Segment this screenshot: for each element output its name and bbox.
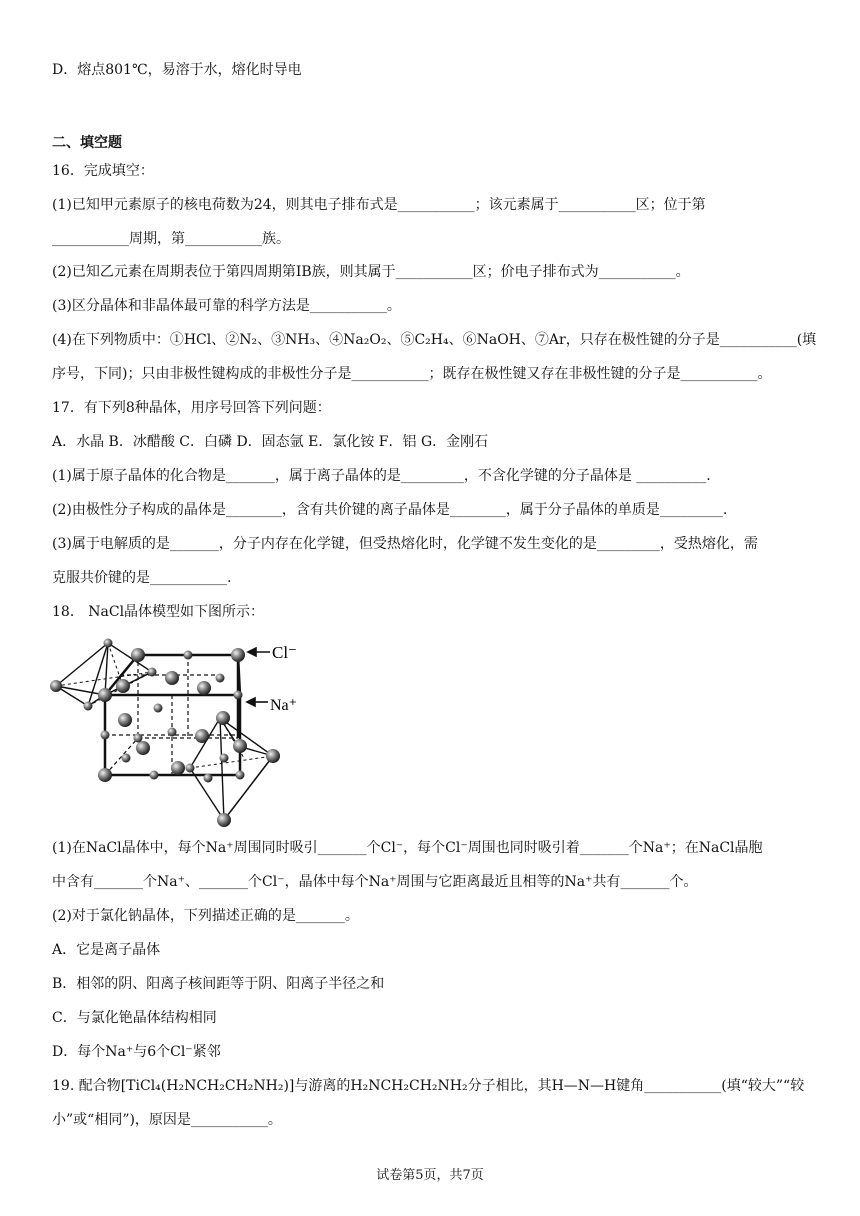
q16-part1-line1: (1)已知甲元素原子的核电荷数为24，则其电子排布式是___________；该元素属于___________区；位于第 bbox=[52, 197, 706, 213]
chloride-label: Cl⁻ bbox=[272, 643, 298, 662]
q18-part2: (2)对于氯化钠晶体，下列描述正确的是_______。 bbox=[52, 908, 359, 924]
q17-part3-line2: 克服共价键的是___________. bbox=[52, 570, 232, 586]
q18-option-a: A．它是离子晶体 bbox=[52, 942, 161, 958]
question-16-title: 16．完成填空： bbox=[52, 163, 154, 179]
option-d-text: D．熔点801℃，易溶于水，熔化时导电 bbox=[52, 62, 302, 78]
nacl-crystal-diagram bbox=[48, 628, 308, 828]
q17-part2: (2)由极性分子构成的晶体是________，含有共价键的离子晶体是________，属于分子晶体的单质是_________. bbox=[52, 502, 728, 518]
q16-part4-line2: 序号，下同)；只由非极性键构成的非极性分子是___________；既存在极性键又存在非极性键的分子是___________。 bbox=[52, 366, 772, 382]
q18-part1-line2: 中含有_______个Na⁺、_______个Cl⁻，晶体中每个Na⁺周围与它距离最近且相等的Na⁺共有_______个。 bbox=[52, 874, 698, 890]
q18-part1-line1: (1)在NaCl晶体中，每个Na⁺周围同时吸引_______个Cl⁻，每个Cl⁻周围也同时吸引着_______个Na⁺；在NaCl晶胞 bbox=[52, 840, 763, 856]
q17-options: A．水晶 B．冰醋酸 C．白磷 D．固态氩 E．氯化铵 F．铝 G．金刚石 bbox=[52, 434, 489, 450]
q18-option-c: C．与氯化铯晶体结构相同 bbox=[52, 1010, 217, 1026]
question-19-line1: 19. 配合物[TiCl₄(H₂NCH₂CH₂NH₂)]与游离的H₂NCH₂CH₂NH₂分子相比，其H—N—H键角___________(填“较大”“较 bbox=[52, 1078, 805, 1094]
q18-option-b: B．相邻的阴、阳离子核间距等于阴、阳离子半径之和 bbox=[52, 976, 385, 992]
q17-part3-line1: (3)属于电解质的是_______，分子内存在化学键，但受热熔化时，化学键不发生变化的是_________，受热熔化，需 bbox=[52, 536, 758, 552]
q16-part3: (3)区分晶体和非晶体最可靠的科学方法是___________。 bbox=[52, 298, 401, 314]
q16-part1-line2: ___________周期，第___________族。 bbox=[52, 231, 290, 247]
page-footer: 试卷第5页，共7页 bbox=[376, 1168, 484, 1183]
question-18-title: 18． NaCl晶体模型如下图所示： bbox=[52, 604, 265, 620]
q17-part1: (1)属于原子晶体的化合物是_______，属于离子晶体的是_________，不含化学键的分子晶体是 __________. bbox=[52, 468, 711, 484]
q18-option-d: D．每个Na⁺与6个Cl⁻紧邻 bbox=[52, 1044, 221, 1060]
question-19-line2: 小”或“相同”)，原因是___________。 bbox=[52, 1112, 282, 1128]
q16-part4-line1: (4)在下列物质中：①HCl、②N₂、③NH₃、④Na₂O₂、⑤C₂H₄、⑥NaOH、⑦Ar，只存在极性键的分子是___________(填 bbox=[52, 332, 817, 348]
question-17-title: 17．有下列8种晶体，用序号回答下列问题： bbox=[52, 400, 331, 416]
section-heading: 二、填空题 bbox=[52, 135, 122, 151]
q16-part2: (2)已知乙元素在周期表位于第四周期第IB族，则其属于___________区；价电子排布式为___________。 bbox=[52, 264, 690, 280]
sodium-label: Na⁺ bbox=[270, 697, 298, 714]
